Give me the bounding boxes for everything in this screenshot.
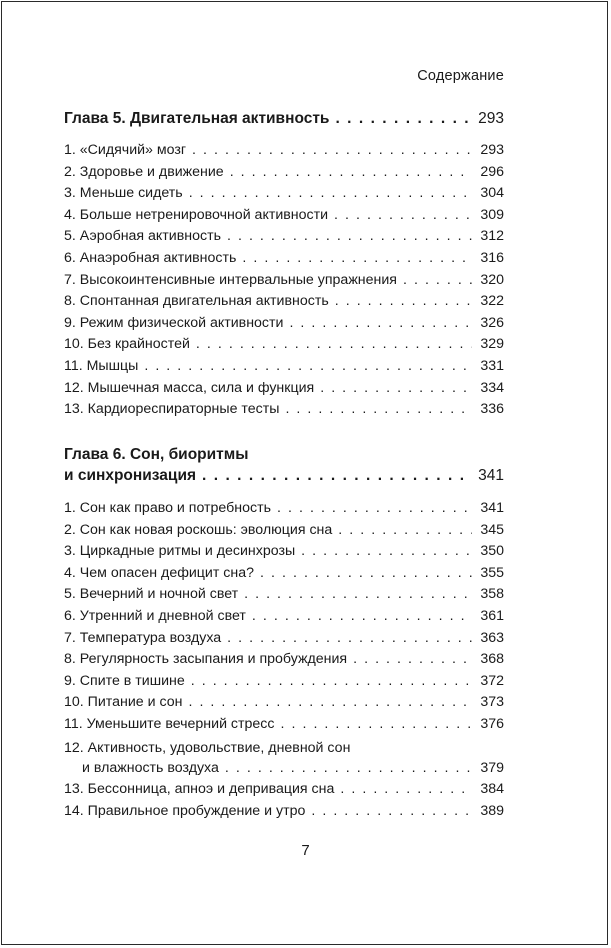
toc-entry[interactable] (64, 293, 504, 315)
leader-dots (301, 543, 472, 559)
toc-entry[interactable] (64, 142, 504, 164)
entry-label: 9. Режим физической активности (64, 314, 284, 331)
leader-dots (227, 228, 472, 244)
page-ref: 376 (480, 715, 504, 732)
chapter-title: и синхронизация (64, 467, 197, 484)
chapter-6-section (64, 443, 504, 491)
toc-entry (64, 760, 504, 782)
entry-label: 12. Мышечная масса, сила и функция (64, 379, 315, 396)
entry-label: 7. Высокоинтенсивные интервальные упражнения (64, 271, 397, 288)
toc-entry[interactable] (64, 380, 504, 402)
page-ref: 372 (480, 672, 504, 689)
page-ref: 309 (480, 206, 504, 223)
page-ref: 384 (480, 781, 504, 797)
page-ref: 304 (480, 185, 504, 202)
entry-label-line1: 12. Активность, удовольствие, дневной сон (64, 740, 351, 756)
leader-dots (289, 315, 472, 331)
leader-dots (338, 522, 472, 538)
leader-dots (242, 250, 472, 266)
chapter-6-heading[interactable] (64, 467, 504, 491)
chapter-6-entries-tail (64, 781, 504, 824)
page-ref: 361 (480, 607, 504, 624)
toc-entry[interactable] (64, 401, 504, 423)
leader-dots (353, 651, 472, 667)
page-ref: 358 (480, 586, 504, 603)
leader-dots (403, 272, 472, 288)
leader-dots (320, 380, 472, 396)
chapter-6-entry-12[interactable] (64, 738, 504, 781)
chapter-5-heading[interactable] (64, 110, 504, 134)
page-ref: 373 (480, 694, 504, 711)
entry-label: 1. Сон как право и потребность (64, 500, 272, 516)
leader-dots (196, 336, 472, 352)
entry-label: 5. Вечерний и ночной свет (64, 586, 239, 603)
chapter-title: Глава 5. Двигательная активность (64, 110, 330, 127)
page-ref: 350 (480, 543, 504, 560)
toc-entry[interactable] (64, 543, 504, 565)
page-ref: 293 (478, 110, 504, 127)
leader-dots (311, 803, 472, 819)
page-ref: 336 (480, 401, 504, 418)
chapter-5-entries (64, 142, 504, 423)
entry-label: 1. «Сидячий» мозг (64, 142, 187, 158)
page-ref: 312 (480, 228, 504, 245)
toc-entry[interactable] (64, 803, 504, 825)
toc-entry[interactable] (64, 716, 504, 738)
entry-label: 6. Утренний и дневной свет (64, 607, 246, 624)
entry-label: 10. Питание и сон (64, 694, 183, 711)
page-number: 7 (301, 842, 310, 859)
leader-dots (335, 293, 472, 309)
leader-dots (227, 630, 472, 646)
entry-label: 13. Бессонница, апноэ и депривация сна (64, 781, 335, 797)
entry-label: 9. Спите в тишине (64, 672, 185, 689)
toc-entry[interactable] (64, 565, 504, 587)
page-ref: 345 (480, 521, 504, 538)
toc-entry[interactable] (64, 272, 504, 294)
leader-dots (225, 760, 472, 776)
page-ref: 363 (480, 629, 504, 646)
chapter-6-heading-line1[interactable]: Глава 6. Сон, биоритмы (64, 446, 249, 463)
chapter-6-entries (64, 500, 504, 738)
entry-label: 8. Спонтанная двигательная активность (64, 293, 329, 310)
entry-label: 2. Сон как новая роскошь: эволюция сна (64, 521, 333, 538)
entry-label: 5. Аэробная активность (64, 228, 221, 245)
entry-label: 2. Здоровье и движение (64, 163, 224, 180)
toc-entry[interactable] (64, 608, 504, 630)
entry-label: 10. Без крайностей (64, 336, 190, 353)
leader-dots (144, 358, 472, 374)
page-ref: 355 (480, 564, 504, 581)
toc-entry[interactable] (64, 250, 504, 272)
entry-label-line2: и влажность воздуха (82, 759, 219, 776)
leader-dots (188, 694, 472, 710)
leader-dots (281, 716, 473, 732)
leader-dots (277, 500, 472, 516)
toc-entry[interactable] (64, 694, 504, 716)
leader-dots (189, 185, 472, 201)
page-ref: 334 (480, 379, 504, 396)
leader-dots (191, 673, 472, 689)
page-ref: 320 (480, 271, 504, 288)
leader-dots (260, 565, 472, 581)
entry-label: 7. Температура воздуха (64, 629, 222, 646)
entry-label: 4. Больше нетренировочной активности (64, 206, 329, 223)
page-ref: 296 (480, 163, 504, 180)
entry-label: 11. Мышцы (64, 357, 139, 374)
toc-entry[interactable] (64, 630, 504, 652)
leader-dots (252, 608, 472, 624)
chapter-5-section (64, 110, 504, 134)
page-ref: 341 (480, 500, 504, 516)
toc-entry[interactable] (64, 673, 504, 695)
page-ref: 322 (480, 293, 504, 310)
page-ref: 326 (480, 314, 504, 331)
entry-label: 14. Правильное пробуждение и утро (64, 802, 306, 819)
leader-dots (230, 164, 472, 180)
leader-dots (334, 207, 472, 223)
page-ref: 389 (480, 802, 504, 819)
leader-dots (202, 467, 472, 485)
entry-label: 4. Чем опасен дефицит сна? (64, 564, 255, 581)
toc-entry[interactable] (64, 586, 504, 608)
toc-entry[interactable] (64, 651, 504, 673)
entry-label: 6. Анаэробная активность (64, 249, 237, 266)
leader-dots (192, 142, 472, 158)
entry-label: 3. Циркадные ритмы и десинхрозы (64, 543, 296, 560)
entry-label: 11. Уменьшите вечерний стресс (64, 715, 275, 732)
toc-entry[interactable] (64, 228, 504, 250)
toc-entry[interactable] (64, 164, 504, 186)
toc-entry[interactable] (64, 358, 504, 380)
page-ref: 293 (480, 142, 504, 158)
toc-entry[interactable] (64, 500, 504, 522)
page-ref: 329 (480, 336, 504, 353)
toc-entry[interactable] (64, 336, 504, 358)
page-ref: 379 (480, 759, 504, 776)
entry-label: 8. Регулярность засыпания и пробуждения (64, 651, 348, 668)
toc-entry[interactable] (64, 207, 504, 229)
leader-dots (335, 110, 472, 128)
page-ref: 331 (480, 357, 504, 374)
running-head: Содержание (417, 68, 504, 84)
leader-dots (340, 781, 472, 797)
toc-entry[interactable] (64, 185, 504, 207)
toc-entry[interactable] (64, 781, 504, 803)
toc-entry[interactable] (64, 522, 504, 544)
toc-entry[interactable] (64, 315, 504, 337)
entry-label: 13. Кардиореспираторные тесты (64, 401, 280, 418)
leader-dots (285, 401, 472, 417)
page-ref: 368 (480, 651, 504, 668)
leader-dots (244, 586, 472, 602)
entry-label: 3. Меньше сидеть (64, 185, 183, 202)
page-ref: 341 (478, 467, 504, 484)
page-ref: 316 (480, 249, 504, 266)
